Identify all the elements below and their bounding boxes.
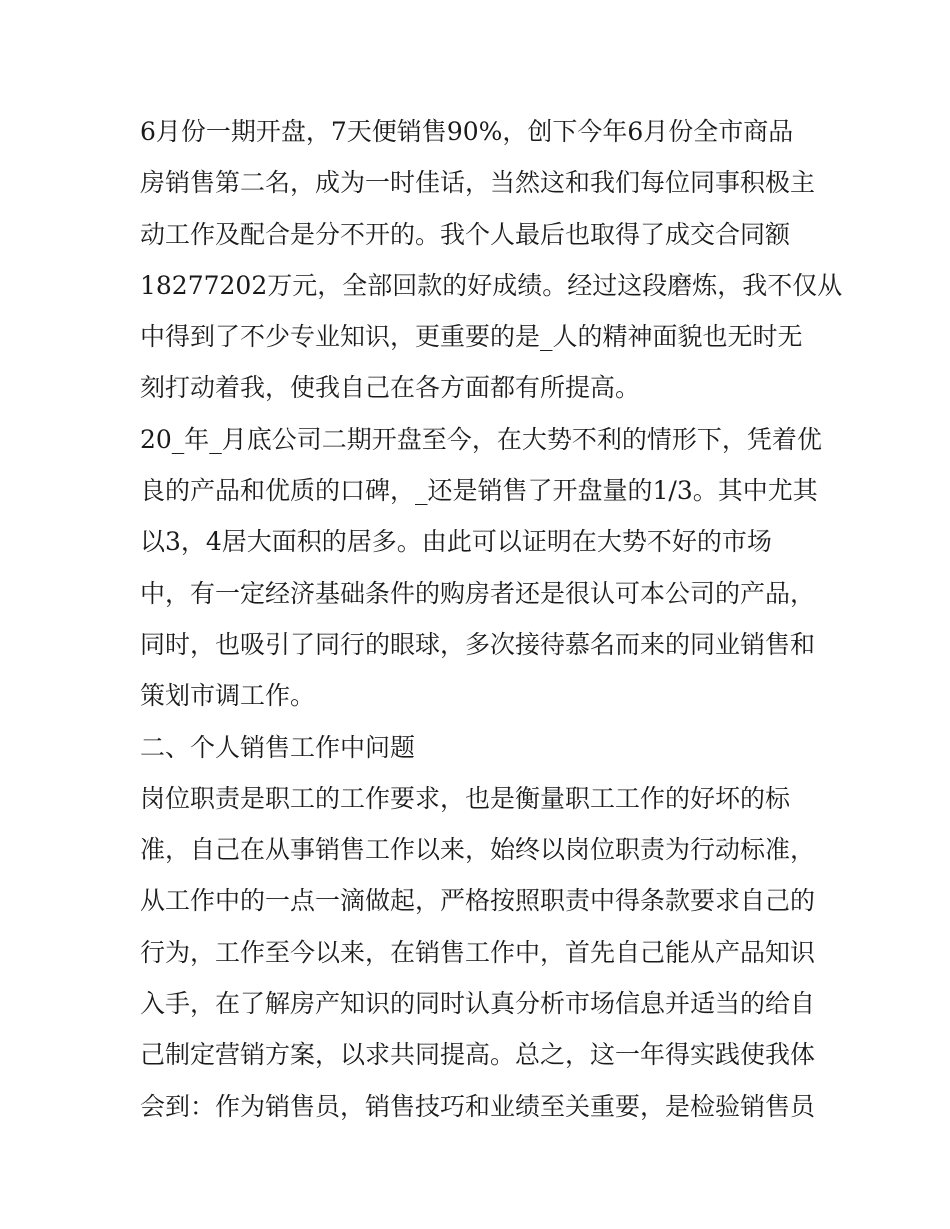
text-line: 岗位职责是职工的工作要求，也是衡量职工工作的好坏的标 [140, 783, 791, 813]
document-body [140, 106, 843, 1132]
text-line: 策划市调工作。 [140, 681, 316, 711]
text-line: 会到：作为销售员，销售技巧和业绩至关重要，是检验销售员 [140, 1091, 816, 1121]
text-line: 中得到了不少专业知识，更重要的是_人的精神面貌也无时无 [140, 322, 803, 352]
text-line: 房销售第二名，成为一时佳话，当然这和我们每位同事积极主 [140, 168, 816, 198]
text-line: 刻打动着我，使我自己在各方面都有所提高。 [140, 373, 641, 403]
text-line: 18277202万元，全部回款的好成绩。经过这段磨炼，我不仅从 [140, 270, 843, 300]
text-line: 从工作中的一点一滴做起，严格按照职责中得条款要求自己的 [140, 886, 816, 916]
text-line: 良的产品和优质的口碑，_还是销售了开盘量的1/3。其中尤其 [140, 476, 818, 506]
text-line: 20_年_月底公司二期开盘至今，在大势不利的情形下，凭着优 [140, 424, 822, 454]
text-line: 准，自己在从事销售工作以来，始终以岗位职责为行动标准， [140, 835, 816, 865]
text-line: 入手，在了解房产知识的同时认真分析市场信息并适当的给自 [140, 989, 816, 1019]
text-line: 同时，也吸引了同行的眼球，多次接待慕名而来的同业销售和 [140, 629, 816, 659]
text-line: 行为，工作至今以来，在销售工作中，首先自己能从产品知识 [140, 937, 816, 967]
text-line: 动工作及配合是分不开的。我个人最后也取得了成交合同额 [140, 219, 791, 249]
text-line: 中，有一定经济基础条件的购房者还是很认可本公司的产品， [140, 578, 816, 608]
text-line: 己制定营销方案，以求共同提高。总之，这一年得实践使我体 [140, 1040, 816, 1070]
section-heading: 二、个人销售工作中问题 [140, 732, 416, 762]
text-line: 以3，4居大面积的居多。由此可以证明在大势不好的市场 [140, 527, 772, 557]
text-line: 6月份一期开盘，7天便销售90%，创下今年6月份全市商品 [140, 117, 794, 146]
